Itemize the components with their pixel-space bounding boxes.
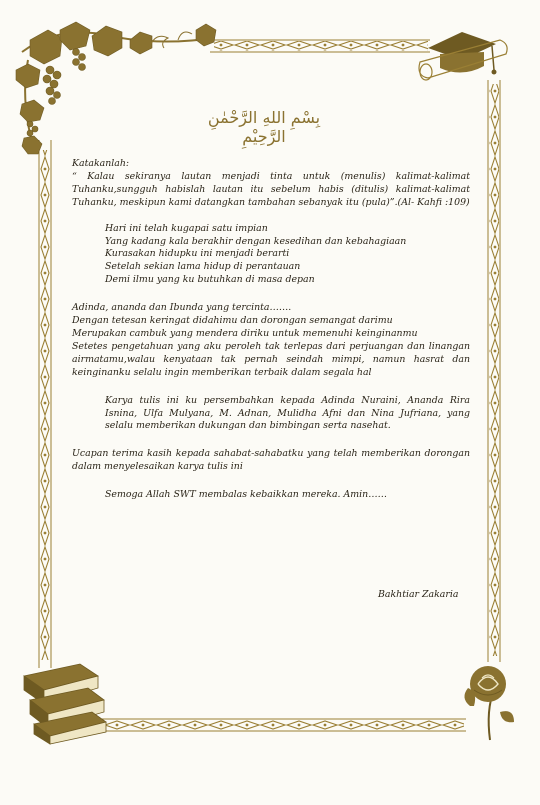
basmala-text: بِسْمِ اللهِ الرَّحْمٰنِ الرَّحِيْمِ — [207, 108, 321, 146]
books-stack-icon — [24, 664, 106, 744]
parents-line: Adinda, ananda dan Ibunda yang tercinta……. — [72, 302, 292, 314]
dedication-page-body — [72, 158, 470, 502]
parents-block — [72, 302, 470, 379]
poem-line: Hari ini telah kugapai satu impian — [105, 222, 268, 234]
poem-line: Demi ilmu yang ku butuhkan di masa depan — [105, 274, 315, 286]
parents-line: Setetes pengetahuan yang aku peroleh tak terlepas dari perjuangan dan linangan airmatamu,walau kenyataan tak pernah seindah mimpi, namun hasrat dan keinginanku selalu ingin memberikan terbaik dalam segala hal — [72, 340, 470, 378]
right-border — [488, 80, 500, 662]
poem-line: Kurasakan hidupku ini menjadi berarti — [105, 248, 290, 260]
graduation-cap-icon — [428, 32, 497, 75]
top-border — [210, 40, 430, 52]
rose-flower-icon — [464, 666, 514, 740]
bottom-border — [96, 719, 466, 731]
poem-block — [72, 223, 470, 288]
prayer-line: Semoga Allah SWT membalas kebaikkan mereka. Amin…… — [105, 489, 387, 501]
poem-line: Yang kadang kala berakhir dengan kesedihan dan kebahagiaan — [105, 235, 407, 247]
poem-line: Setelah sekian lama hidup di perantauan — [105, 261, 301, 273]
intro-label: Katakanlah: — [72, 158, 130, 169]
thanks-paragraph: Ucapan terima kasih kepada sahabat-sahabatku yang telah memberikan dorongan dalam menyelesaikan karya tulis ini — [72, 448, 470, 473]
parents-line: Dengan tetesan keringat didahimu dan dorongan semangat darimu — [72, 315, 393, 327]
quran-quote: “ Kalau sekiranya lautan menjadi tinta untuk (menulis) kalimat-kalimat Tuhanku,sungguh habislah lautan itu sebelum habis (ditulis) kalimat-kalimat Tuhanku, meskipun kami datangkan tambahan sebanyak itu (pula)”.(Al- Kahfi :109) — [72, 170, 470, 208]
left-border — [39, 140, 51, 668]
basmala-calligraphy — [184, 108, 344, 146]
dedication-paragraph: Karya tulis ini ku persembahkan kepada Adinda Nuraini, Ananda Rira Isnina, Ulfa Mulyana, M. Adnan, Mulidha Afni dan Nina Jufriana, yang selalu memberikan dukungan dan bimbingan serta nasehat. — [105, 394, 470, 432]
parents-line: Merupakan cambuk yang mendera diriku untuk memenuhi keinginanmu — [72, 327, 418, 339]
author-signature: Bakhtiar Zakaria — [378, 589, 459, 600]
